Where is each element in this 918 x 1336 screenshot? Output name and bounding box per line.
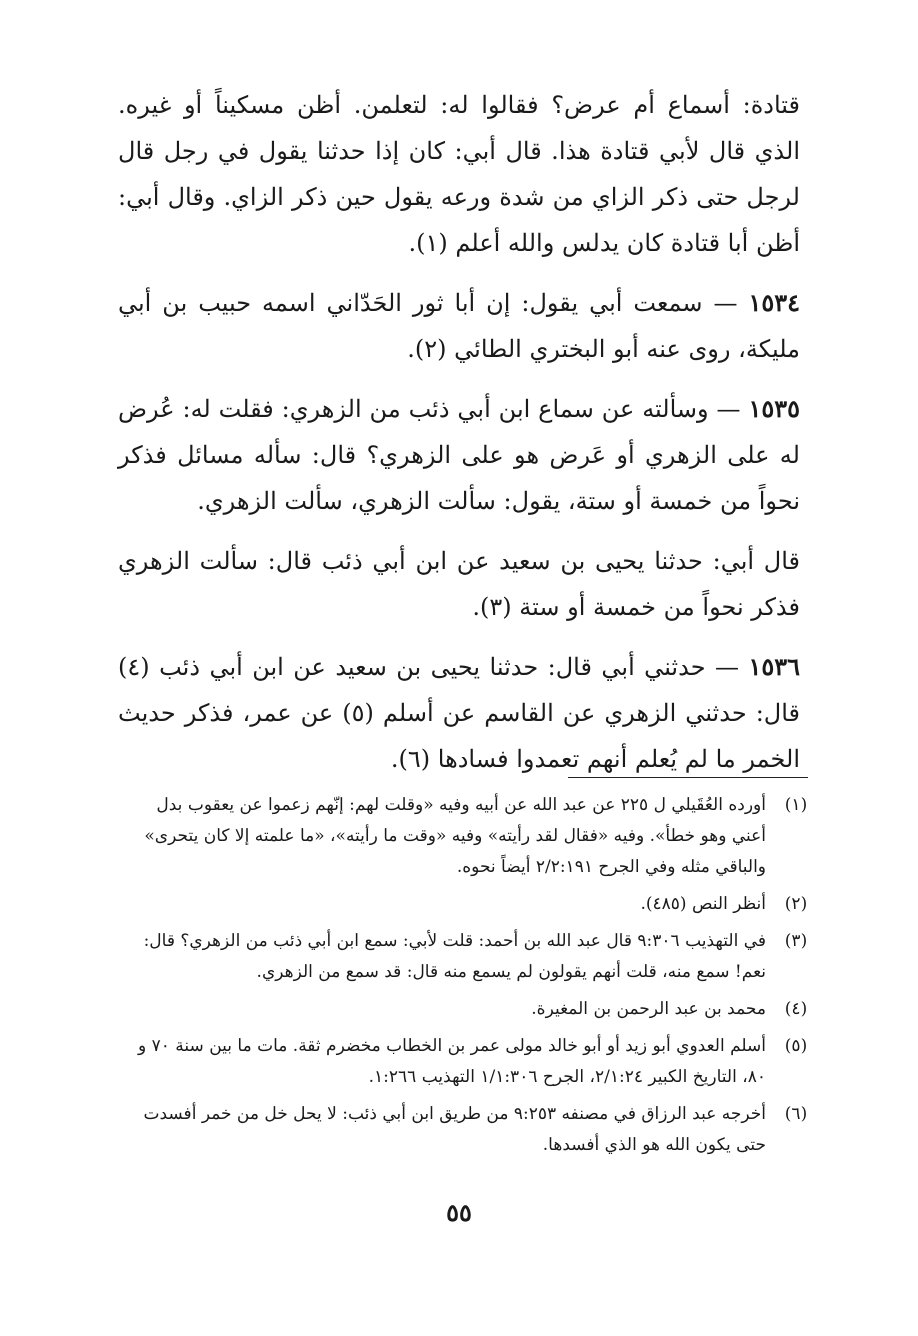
footnote-label: (٦) — [784, 1104, 808, 1124]
footnote-label: (٣) — [784, 931, 808, 951]
entry-number: ١٥٣٤ — [748, 288, 801, 317]
footnotes — [128, 790, 818, 1167]
footnote-label: (١) — [784, 795, 808, 815]
paragraph-1536: ١٥٣٦ — حدثني أبي قال: حدثنا يحيى بن سعيد عن ابن أبي ذئب (٤) قال: حدثني الزهري عن القاسم عن أسلم (٥) عن عمر، فذكر حديث الخمر ما لم يُعلم أنهم تعمدوا فسادها (٦). — [118, 652, 801, 773]
entry-number: ١٥٣٥ — [748, 394, 800, 423]
footnote-1: (١) أورده العُقَيلي ل ٢٢٥ عن عبد الله عن أبيه وفيه «وقلت لهم: إنّهم زعموا عن يعقوب بدل أعني وهو خطأ». وفيه «فقال لقد رأيته» وفيه «وقت ما رأيته»، «ما علمته إلا كان يتحرى» والباقي مثله وفي الجرح ٢/٢:١٩١ أيضاً نحوه. — [128, 790, 818, 883]
footnote-2: (٢) أنظر النص (٤٨٥). — [128, 889, 818, 920]
footnote-label: (٢) — [784, 894, 808, 914]
footnote-label: (٤) — [784, 999, 808, 1019]
footnote-4: (٤) محمد بن عبد الرحمن بن المغيرة. — [128, 994, 818, 1025]
paragraph-continuation: قتادة: أسماع أم عرض؟ فقالوا له: لتعلمن. أظن مسكيناً أو غيره. الذي قال لأبي قتادة هذا. قال أبي: كان إذا حدثنا يقول في رجل قال لرجل حتى ذكر الزاي من شدة ورعه يقول حين ذكر الزاي. وقال أبي: أظن أبا قتادة كان يدلس والله أعلم (١). — [118, 91, 800, 257]
footnote-6: (٦) أخرجه عبد الرزاق في مصنفه ٩:٢٥٣ من طريق ابن أبي ذئب: لا يحل خل من خمر أفسدت حتى يكون الله هو الذي أفسدها. — [128, 1099, 818, 1161]
main-text — [118, 82, 800, 796]
footnote-3: (٣) في التهذيب ٩:٣٠٦ قال عبد الله بن أحمد: قلت لأبي: سمع ابن أبي ذئب من الزهري؟ قال: نعم! سمع منه، قلت أنهم يقولون لم يسمع منه قال: قد سمع من الزهري. — [128, 926, 818, 988]
footnote-5: (٥) أسلم العدوي أبو زيد أو أبو خالد مولى عمر بن الخطاب مخضرم ثقة. مات ما بين سنة ٧٠ و ٨٠، التاريخ الكبير ٢/١:٢٤، الجرح ١/١:٣٠٦ التهذيب ١:٢٦٦. — [128, 1031, 818, 1093]
entry-number: ١٥٣٦ — [748, 652, 801, 681]
paragraph-1535-cont: قال أبي: حدثنا يحيى بن سعيد عن ابن أبي ذئب قال: سألت الزهري فذكر نحواً من خمسة أو ستة (٣). — [118, 547, 800, 621]
footnote-label: (٥) — [784, 1036, 808, 1056]
footnote-divider — [568, 777, 808, 778]
paragraph-1535: ١٥٣٥ — وسألته عن سماع ابن أبي ذئب من الزهري: فقلت له: عُرض له على الزهري أو عَرض هو على الزهري؟ قال: سأله مسائل فذكر نحواً من خمسة أو ستة، يقول: سألت الزهري، سألت الزهري. — [118, 394, 800, 515]
page-number: ٥٥ — [446, 1198, 472, 1227]
paragraph-1534: ١٥٣٤ — سمعت أبي يقول: إن أبا ثور الحَدّاني اسمه حبيب بن أبي مليكة، روى عنه أبو البختري الطائي (٢). — [118, 288, 801, 363]
